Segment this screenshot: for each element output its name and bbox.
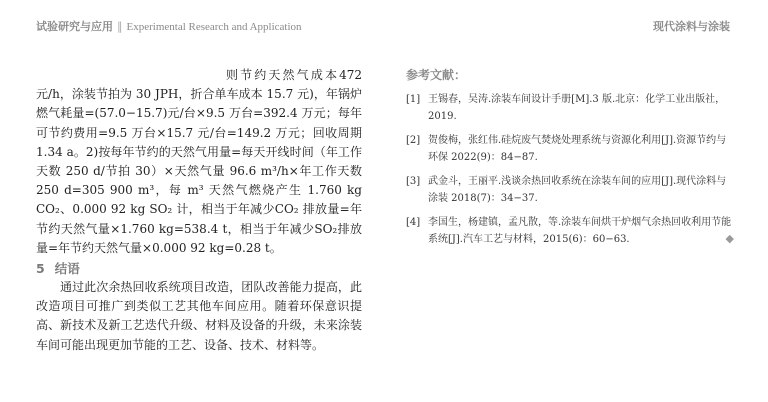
section-heading — [36, 259, 362, 278]
section-number: 5 — [36, 261, 45, 277]
reference-number: [1] — [406, 94, 421, 105]
reference-item — [406, 132, 736, 166]
body-paragraph-2: 通过此次余热回收系统项目改造，团队改善能力提高，此改造项目可推广到类似工艺其他车间应用。随着环保意识提高、新技术及新工艺迭代升级、材料及设备的升级，未来涂装车间可能出现更加节能的工艺、设备、技术、材料等。 — [36, 280, 362, 352]
reference-item — [406, 214, 736, 248]
reference-item — [406, 173, 736, 207]
body-column-left — [36, 66, 362, 355]
article-end-diamond-icon: ◆ — [725, 232, 734, 245]
header-section-cn: 试验研究与应用 — [36, 20, 113, 33]
body-paragraph-1: 则节约天然气成本472 元/h，涂装节拍为 30 JPH，折合单车成本 15.7 元)，年锅炉燃气耗量=(57.0−15.7)元/台×9.5 万台=392.4 万元；每年可节约费用=9.5 万台×15.7 元/台=149.2 万元；回收周期 1.34 a。2)按每年节约的天然气用量=每天开线时间（年工作天数 250 d/节拍 30）×天然气量 96.6 m³/h×年工作天数 250 d=305 900 m³，每 m³ 天然气燃烧产生 1.760 kg CO₂、0.000 92 kg SO₂ 计，相当于年减少CO₂ 排放量=年节约天然气量×1.760 kg=538.4 t，相当于年减少SO₂排放量=年节约天然气量×0.000 92 kg=0.28 t。 — [36, 68, 362, 255]
header-journal-section — [36, 18, 302, 34]
header-magazine-title: 现代涂料与涂装 — [653, 20, 730, 33]
reference-text: 李国生，杨建镇，孟凡散，等.涂装车间烘干炉烟气余热回收利用节能系统[J].汽车工艺与材料，2015(6)：60−63. — [428, 217, 732, 245]
reference-number: [2] — [406, 135, 421, 146]
references-heading: 参考文献： — [406, 68, 467, 82]
reference-text: 武金斗，王丽平.浅谈余热回收系统在涂装车间的应用[J].现代涂料与涂装 2018(7)：34−37. — [428, 176, 727, 204]
header-section-en: Experimental Research and Application — [126, 21, 302, 33]
reference-text: 贺俊梅，张红伟.硅烷废气焚烧处理系统与资源化利用[J].资源节约与环保 2022(9)：84−87. — [428, 135, 727, 163]
references-column — [406, 66, 736, 255]
reference-text: 王锡春，吴涛.涂装车间设计手册[M].3 版.北京：化学工业出版社，2019. — [428, 94, 726, 122]
section-title: 结语 — [54, 261, 80, 277]
reference-number: [3] — [406, 176, 421, 187]
reference-item — [406, 91, 736, 125]
running-header — [36, 14, 730, 38]
reference-number: [4] — [406, 217, 421, 228]
header-separator: ‖ — [117, 20, 123, 33]
